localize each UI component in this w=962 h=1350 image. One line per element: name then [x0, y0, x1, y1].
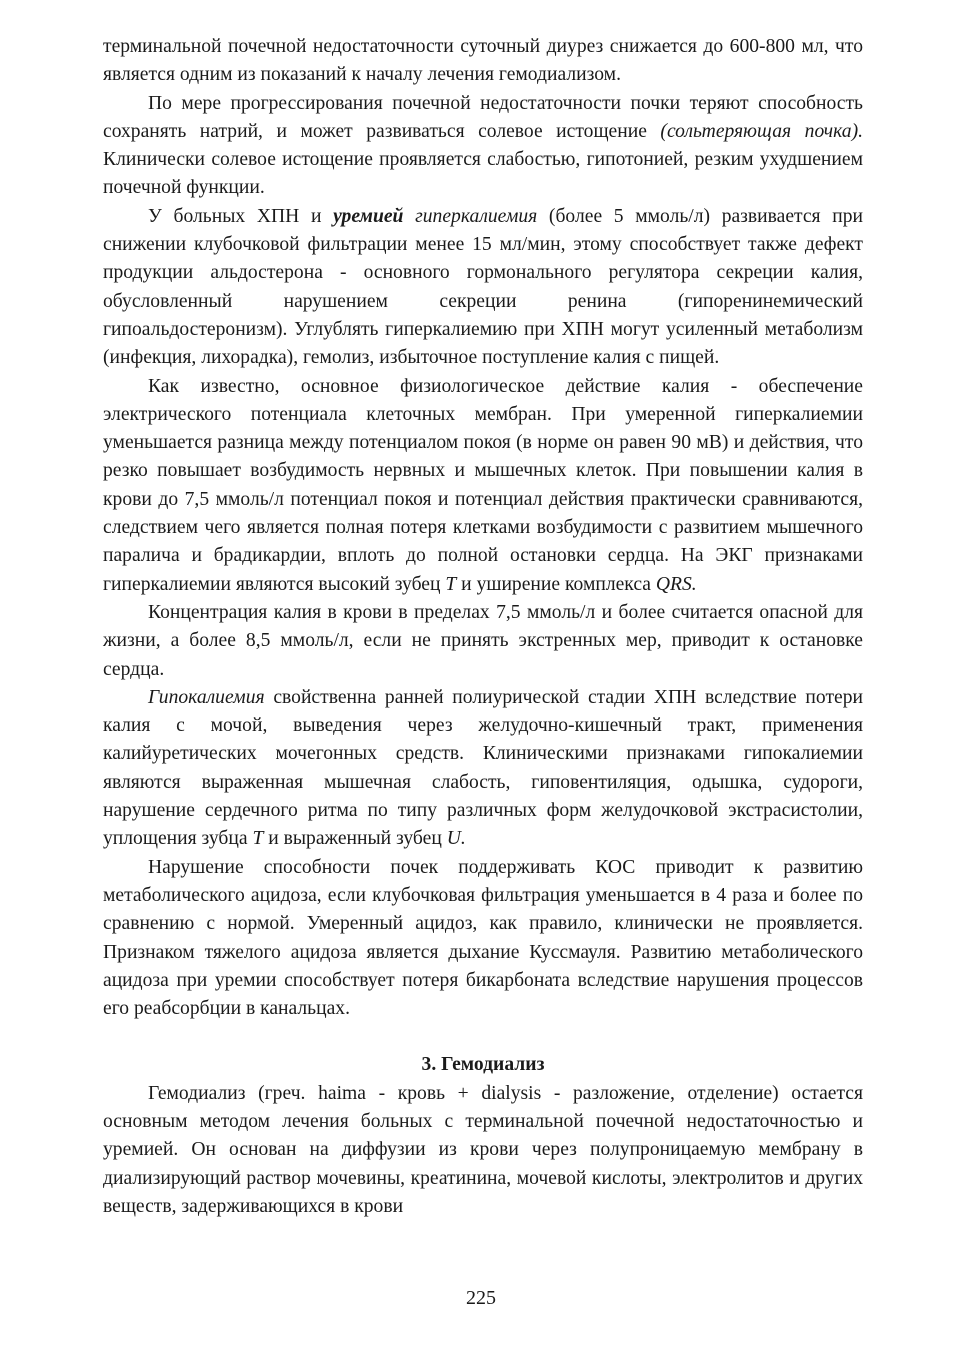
text-run: свойственна ранней полиурической стадии ХПН вследствие потери калия с мочой, выведения через желудочно-кишечный тракт, применения калийуретических мочегонных средств. Клиническими признаками гипокалиемии являются выраженная мышечная слабость, гиповентиляция, одышка, судороги, нарушение сердечного ритма по типу различных форм желудочковой экстрасистолии, уплощения зубца — [103, 686, 863, 850]
text-run: Гипокалиемия — [148, 686, 265, 708]
text-run: У больных ХПН и — [148, 205, 334, 227]
paragraph — [103, 854, 863, 1024]
text-run: Концентрация калия в крови в пределах 7,5 ммоль/л и более считается опасной для жизни, а более 8,5 ммоль/л, если не принять экстренных мер, приводит к остановке сердца. — [103, 601, 863, 680]
body-text — [103, 33, 863, 1023]
section-text — [103, 1080, 863, 1221]
paragraph — [103, 203, 863, 373]
text-run: U. — [446, 828, 466, 850]
text-run: QRS. — [655, 573, 697, 595]
page-content — [103, 33, 863, 1221]
text-run: Как известно, основное физиологическое действие калия - обеспечение электрического потенциала клеточных мембран. При умеренной гиперкалиемии уменьшается разница между потенциалом покоя (в норме он равен 90 мВ) и действия, что резко повышает возбудимость нервных и мышечных клеток. При повышении калия в крови до 7,5 ммоль/л потенциал покоя и потенциал действия практически сравниваются, следствием чего является полная потеря клетками возбудимости с развитием мышечного паралича и брадикардии, вплоть до полной остановки сердца. На ЭКГ признаками гиперкалиемии являются высокий зубец — [103, 375, 863, 595]
section-heading: 3. Гемодиализ — [421, 1054, 545, 1076]
text-run: (сольтеряющая почка). — [660, 120, 864, 142]
text-run: По мере прогрессирования почечной недостаточности почки теряют способность сохранять натрий, и может развиваться солевое истощение — [103, 92, 863, 142]
text-run: Клинически солевое истощение проявляется слабостью, гипотонией, резким ухудшением почечной функции. — [103, 149, 863, 199]
text-run: терминальной почечной недостаточности суточный диурез снижается до 600-800 мл, что является одним из показаний к началу лечения гемодиализом. — [103, 36, 863, 86]
paragraph — [103, 1080, 863, 1221]
text-run: Нарушение способности почек поддерживать КОС приводит к развитию метаболического ацидоза, если клубочковая фильтрация уменьшается в 4 раза и более по сравнению с нормой. Умеренный ацидоз, как правило, клинически не проявляется. Признаком тяжелого ацидоза является дыхание Куссмауля. Развитию метаболического ацидоза при уремии способствует потеря бикарбоната вследствие нарушения процессов его реабсорбции в канальцах. — [103, 856, 863, 1020]
page-number: 225 — [466, 1287, 496, 1309]
paragraph — [103, 684, 863, 854]
text-run: Гемодиализ (греч. haima - кровь + dialysis - разложение, отделение) остается основным методом лечения больных с терминальной почечной недостаточностью и уремией. Он основан на диффузии из крови через полупроницаемую мембрану в диализирующий раствор мочевины, креатинина, мочевой кислоты, электролитов и других веществ, задерживающихся в крови — [103, 1082, 863, 1217]
text-run — [403, 206, 415, 227]
paragraph — [103, 33, 863, 90]
text-run: гиперкалиемия — [415, 205, 538, 227]
text-run: Т — [252, 828, 264, 850]
text-run: (более 5 ммоль/л) развивается при снижении клубочковой фильтрации менее 15 мл/мин, этому способствует также дефект продукции альдостерона - основного гормонального регулятора секреции калия, обусловленный нарушением секреции ренина (гипоренинемический гипоальдостеронизм). Углублять гиперкалиемию при ХПН могут усиленный метаболизм (инфекция, лихорадка), гемолиз, избыточное поступление калия с пищей. — [103, 205, 863, 369]
text-run: Т — [445, 573, 457, 595]
text-run: и уширение комплекса — [456, 573, 656, 595]
text-run: уремией — [333, 205, 404, 227]
paragraph — [103, 599, 863, 684]
text-run: и выраженный зубец — [263, 828, 447, 850]
paragraph — [103, 90, 863, 203]
paragraph — [103, 373, 863, 599]
